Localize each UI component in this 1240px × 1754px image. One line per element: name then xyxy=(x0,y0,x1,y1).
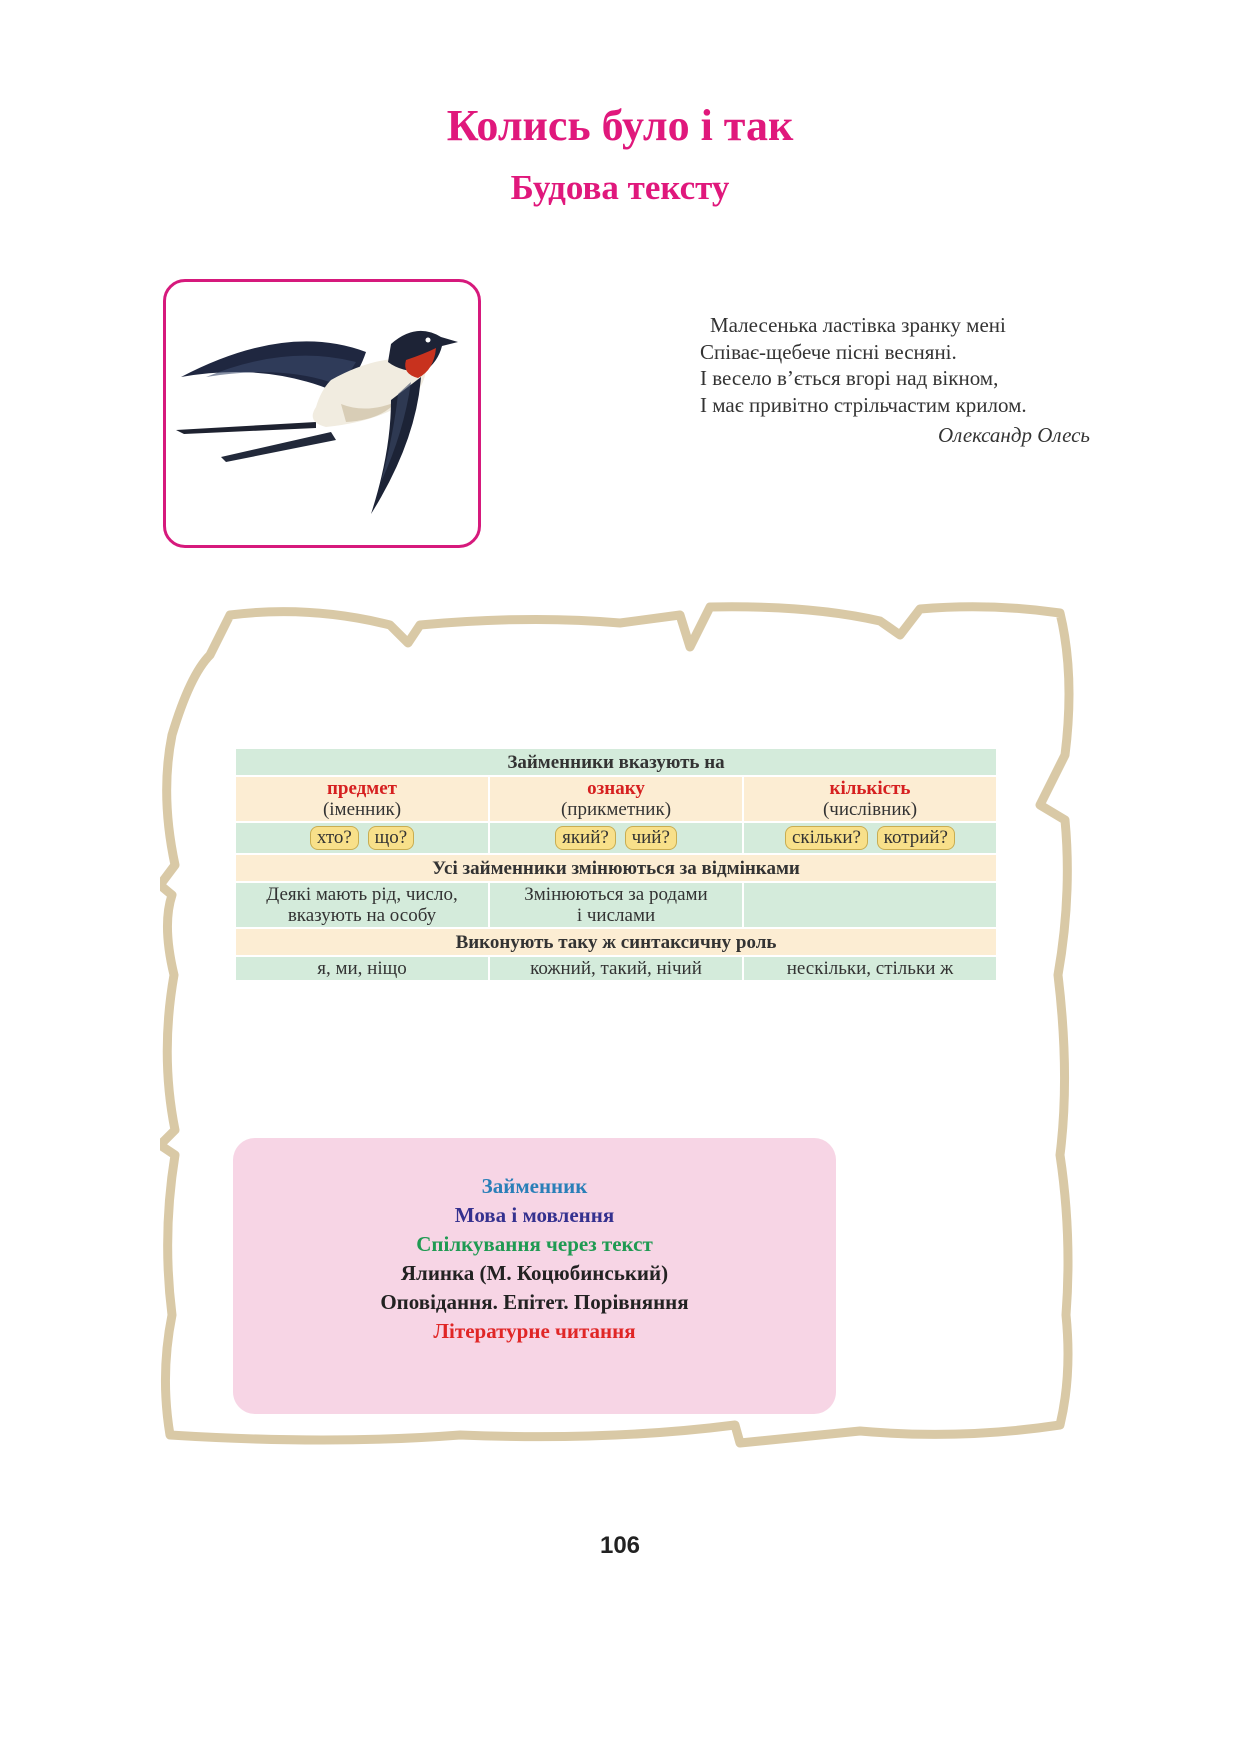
topic-item: Спілкування через текст xyxy=(416,1232,653,1256)
category-subtitle: (іменник) xyxy=(322,799,402,820)
table-subheader: Виконують таку ж синтаксичну роль xyxy=(236,929,996,955)
topic-item: Оповідання. Епітет. Порівняння xyxy=(380,1290,689,1314)
table-cell xyxy=(744,823,996,853)
question-pill: що? xyxy=(368,826,415,850)
category-title: кількість xyxy=(829,778,911,799)
table-cell xyxy=(490,883,742,927)
category-title: предмет xyxy=(326,778,398,799)
poem-line: І має привітно стрільчастим крилом. xyxy=(700,392,1027,417)
poem-line: Співає-щебече пісні весняні. xyxy=(700,339,957,364)
page-title: Колись було і так xyxy=(446,101,794,150)
table-cell xyxy=(490,777,742,821)
question-pill: який? xyxy=(555,826,616,850)
table-cell xyxy=(744,883,996,927)
cell-line: Деякі мають рід, число, xyxy=(266,884,458,905)
page-subtitle: Будова тексту xyxy=(510,168,730,207)
topic-item: Ялинка (М. Коцюбинський) xyxy=(400,1261,669,1285)
table-row xyxy=(236,777,996,821)
table-subheader: Усі займенники змінюються за відмінками xyxy=(236,855,996,881)
cell-line: і числами xyxy=(576,905,656,926)
table-cell xyxy=(236,883,488,927)
topics-box xyxy=(233,1138,836,1414)
table-header: Займенники вказують на xyxy=(236,749,996,775)
topics-list xyxy=(233,1172,836,1346)
table-cell xyxy=(236,823,488,853)
pronouns-table xyxy=(234,747,998,982)
cell-line: Змінюються за родами xyxy=(524,884,708,905)
category-subtitle: (числівник) xyxy=(822,799,918,820)
table-cell: нескільки, стільки ж xyxy=(744,957,996,980)
question-pill: котрий? xyxy=(877,826,955,850)
question-pill: хто? xyxy=(310,826,359,850)
table-row xyxy=(236,929,996,955)
table-cell: кожний, такий, нічий xyxy=(490,957,742,980)
category-title: ознаку xyxy=(587,778,645,799)
table-row xyxy=(236,749,996,775)
table-row xyxy=(236,855,996,881)
swallow-illustration xyxy=(163,279,481,548)
poem-author: Олександр Олесь xyxy=(937,423,1090,447)
table-cell xyxy=(744,777,996,821)
table-row xyxy=(236,883,996,927)
poem-line: Малесенька ластівка зранку мені xyxy=(710,313,1006,337)
swallow-bird-icon xyxy=(166,282,478,545)
page-number: 106 xyxy=(599,1532,641,1559)
poem xyxy=(700,312,1090,449)
poem-line: І весело в’ється вгорі над вікном, xyxy=(700,366,999,390)
topic-item: Мова і мовлення xyxy=(454,1203,615,1227)
category-subtitle: (прикметник) xyxy=(560,799,672,820)
table-row xyxy=(236,823,996,853)
table-row xyxy=(236,957,996,980)
topic-item: Літературне читання xyxy=(433,1319,636,1343)
cell-line: вказують на особу xyxy=(287,905,437,926)
table-cell xyxy=(236,777,488,821)
question-pill: скільки? xyxy=(785,826,868,850)
question-pill: чий? xyxy=(625,826,677,850)
topic-item: Займенник xyxy=(481,1174,588,1198)
table-cell: я, ми, ніщо xyxy=(236,957,488,980)
table-cell xyxy=(490,823,742,853)
